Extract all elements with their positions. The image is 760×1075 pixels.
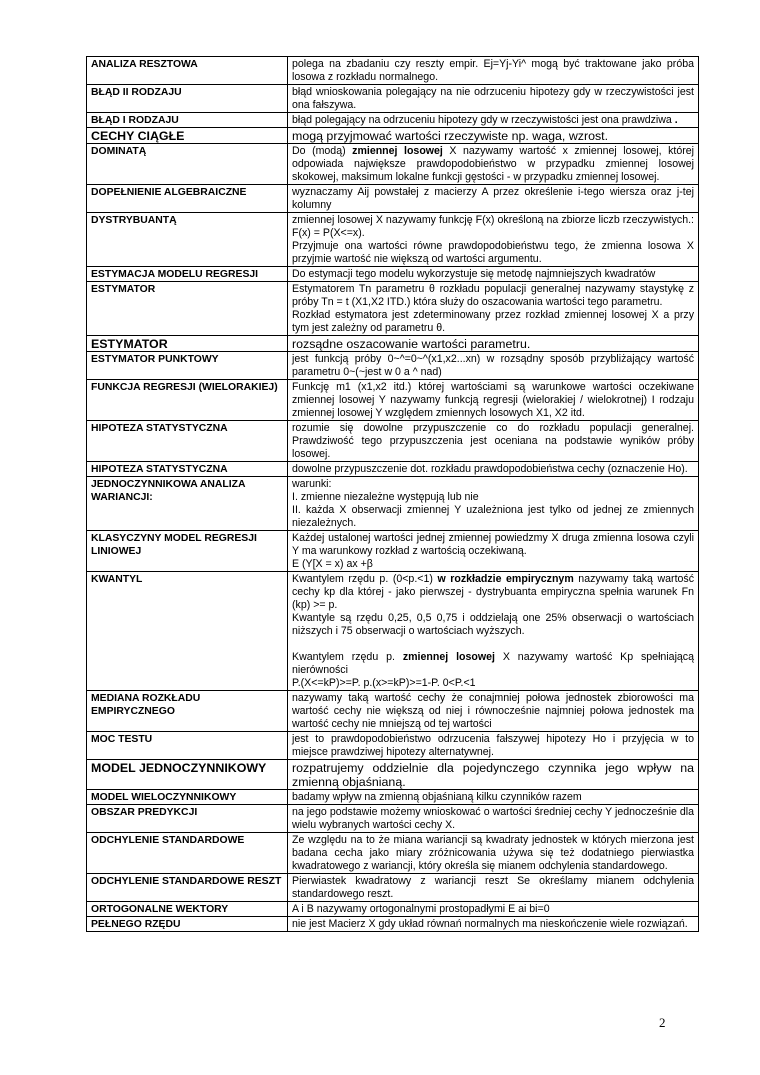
text-run: wyznaczamy Aij powstałej z macierzy A przez określenie i-tego wiersza oraz j-tej kolumny (292, 186, 694, 211)
text-run: P.(X<=kP)>=P. p.(x>=kP)>=1-P. 0<P.<1 (292, 677, 476, 689)
text-run: X nazywamy wartość x zmiennej losowej, której odpowiada największe prawdopodobieństwo w przypadku zmiennej losowej skokowej, maksimum lokalne funkcji gęstości - w przypadku zmiennej losowej. (292, 145, 695, 183)
text-run: rozpatrujemy oddzielnie dla pojedynczego czynnika jego wpływ na zmienną objaśnianą. (292, 761, 694, 789)
term-cell: BŁĄD I RODZAJU (87, 113, 288, 128)
term-cell: HIPOTEZA STATYSTYCZNA (87, 462, 288, 477)
text-run: badamy wpływ na zmienną objaśnianą kilku czynników razem (292, 791, 582, 803)
term-cell: HIPOTEZA STATYSTYCZNA (87, 421, 288, 462)
term-cell: MEDIANA ROZKŁADU EMPIRYCZNEGO (87, 691, 288, 732)
text-run: Do (modą) (292, 145, 353, 157)
table-row (87, 691, 699, 732)
table-row (87, 185, 699, 213)
definition-cell (288, 531, 699, 572)
definition-paragraph (292, 918, 694, 931)
text-run: II. każda X obserwacji zmiennej Y uzależniona jest tylko od jednej ze zmiennych niezależnych. (292, 504, 694, 529)
table-row (87, 833, 699, 874)
definition-paragraph (292, 422, 694, 461)
definition-paragraph (292, 806, 694, 832)
text-run: Przyjmuje ona wartości równe prawdopodobieństwu tego, że zmienna losowa X przyjmie wartość nie większą od wartości argumentu. (292, 240, 694, 265)
definition-cell (288, 477, 699, 531)
definition-paragraph (292, 186, 694, 212)
text-run: A i B nazywamy ortogonalnymi prostopadłymi E ai bi=0 (292, 903, 550, 915)
definition-cell (288, 917, 699, 932)
glossary-body (87, 57, 699, 932)
definition-paragraph (292, 337, 694, 351)
definition-paragraph (292, 677, 694, 690)
definition-cell (288, 128, 699, 144)
text-run: Kwantylem rzędu p. (0<p.<1) (292, 573, 438, 585)
table-row (87, 336, 699, 352)
definition-cell (288, 57, 699, 85)
term-cell: ESTYMACJA MODELU REGRESJI (87, 267, 288, 282)
text-run: Kwantylem rzędu p. (292, 651, 403, 663)
page-number: 2 (659, 1015, 666, 1030)
definition-paragraph (292, 573, 694, 612)
bold-text: w rozkładzie empirycznym (437, 573, 574, 585)
text-run: Kwantyle są rzędu 0,25, 0,5 0,75 i oddzielają one 25% obserwacji o wartościach niższych i 75 obserwacji o wartościach wyższych. (292, 612, 694, 637)
definition-cell (288, 790, 699, 805)
text-run: warunki: (292, 478, 332, 490)
text-run: zmiennej losowej X nazywamy funkcję F(x) określoną na zbiorze liczb rzeczywistych.: F(x) = P(X<=x). (292, 214, 694, 239)
text-run: rozumie się dowolne przypuszczenie co do rozkładu populacji generalnej. Prawdziwość tego przypuszczenia jest oceniana na podstawie wyników próby losowej. (292, 422, 694, 460)
text-run: I. zmienne niezależne występują lub nie (292, 491, 479, 503)
definition-cell (288, 572, 699, 691)
definition-paragraph (292, 58, 694, 84)
term-cell: FUNKCJA REGRESJI (WIELORAKIEJ) (87, 380, 288, 421)
table-row (87, 213, 699, 267)
text-run: dowolne przypuszczenie dot. rozkładu prawdopodobieństwa cechy (oznaczenie Ho). (292, 463, 688, 475)
glossary-table (86, 56, 699, 932)
table-row (87, 732, 699, 760)
definition-paragraph (292, 903, 694, 916)
definition-cell (288, 421, 699, 462)
text-run: polega na zbadaniu czy reszty empir. Ej=Yj-Yi^ mogą być traktowane jako próba losowa z rozkładu normalnego. (292, 58, 694, 83)
table-row (87, 917, 699, 932)
table-row (87, 113, 699, 128)
text-run: błąd wnioskowania polegający na nie odrzuceniu hipotezy gdy w rzeczywistości jest ona fałszywa. (292, 86, 694, 111)
table-row (87, 352, 699, 380)
text-run: X nazywamy wartość Kp spełniającą nierówności (292, 651, 694, 676)
definition-paragraph (292, 875, 694, 901)
text-run: jest funkcją próby 0~^=0~^(x1,x2...xn) w rozsądny sposób przybliżający wartość parametru 0~(~jest w 0 a ^ nad) (292, 353, 694, 378)
definition-cell (288, 144, 699, 185)
table-row (87, 462, 699, 477)
term-cell: MODEL JEDNOCZYNNIKOWY (87, 760, 288, 790)
definition-paragraph (292, 504, 694, 530)
definition-cell (288, 833, 699, 874)
definition-paragraph (292, 612, 694, 638)
definition-paragraph (292, 145, 694, 184)
definition-paragraph (292, 463, 694, 476)
definition-cell (288, 874, 699, 902)
definition-cell (288, 380, 699, 421)
definition-paragraph (292, 761, 694, 789)
term-cell: ESTYMATOR PUNKTOWY (87, 352, 288, 380)
term-cell: ESTYMATOR (87, 282, 288, 336)
term-cell: DOPEŁNIENIE ALGEBRAICZNE (87, 185, 288, 213)
definition-paragraph (292, 532, 694, 558)
definition-paragraph (292, 86, 694, 112)
text-run: Każdej ustalonej wartości jednej zmiennej powiedzmy X druga zmienna losowa czyli Y ma warunkowy rozkład z wartością oczekiwaną. (292, 532, 694, 557)
table-row (87, 760, 699, 790)
term-cell: DYSTRYBUANTĄ (87, 213, 288, 267)
term-cell: ORTOGONALNE WEKTORY (87, 902, 288, 917)
definition-cell (288, 691, 699, 732)
table-row (87, 282, 699, 336)
definition-paragraph (292, 733, 694, 759)
definition-paragraph (292, 558, 694, 571)
text-run: na jego podstawie możemy wnioskować o wartości średniej cechy Y jednocześnie dla wielu wybranych wartości cechy X. (292, 806, 694, 831)
definition-cell (288, 805, 699, 833)
definition-paragraph (292, 491, 694, 504)
definition-paragraph (292, 651, 694, 677)
text-run: błąd polegający na odrzuceniu hipotezy gdy w rzeczywistości jest ona prawdziwa (292, 114, 675, 126)
table-row (87, 477, 699, 531)
text-run: mogą przyjmować wartości rzeczywiste np. waga, wzrost. (292, 129, 609, 143)
definition-cell (288, 282, 699, 336)
bold-text: zmiennej losowej (402, 651, 495, 663)
table-row (87, 85, 699, 113)
term-cell: JEDNOCZYNNIKOWA ANALIZA WARIANCJI: (87, 477, 288, 531)
definition-paragraph (292, 283, 694, 309)
definition-paragraph (292, 240, 694, 266)
definition-paragraph (292, 478, 694, 491)
text-run: Rozkład estymatora jest zdeterminowany przez rozkład zmiennej losowej X a przy tym jest zależny od parametru θ. (292, 309, 694, 334)
term-cell: ESTYMATOR (87, 336, 288, 352)
term-cell: OBSZAR PREDYKCJI (87, 805, 288, 833)
term-cell: ODCHYLENIE STANDARDOWE (87, 833, 288, 874)
text-run: E (Y[X = x) ax +β (292, 558, 373, 570)
table-row (87, 421, 699, 462)
definition-paragraph (292, 353, 694, 379)
definition-cell (288, 760, 699, 790)
definition-cell (288, 732, 699, 760)
table-row (87, 57, 699, 85)
term-cell: MOC TESTU (87, 732, 288, 760)
definition-paragraph (292, 129, 694, 143)
table-row (87, 874, 699, 902)
table-row (87, 531, 699, 572)
text-run: Estymatorem Tn parametru θ rozkładu populacji generalnej nazywamy staystykę z próby Tn = t (X1,X2 ITD.) która służy do oszacowania wartości tego parametru. (292, 283, 694, 308)
definition-cell (288, 113, 699, 128)
term-cell: BŁĄD II RODZAJU (87, 85, 288, 113)
text-run: Ze względu na to że miana wariancji są kwadraty jednostek w których mierzona jest badana cecha jako miary zróżnicowania używa się też dodatniego pierwiastka kwadratowego z wariancji, który określa się mianem odchylenia standardowego. (292, 834, 694, 872)
definition-paragraph (292, 268, 694, 281)
term-cell: CECHY CIĄGŁE (87, 128, 288, 144)
term-cell: KLASYCZYNY MODEL REGRESJI LINIOWEJ (87, 531, 288, 572)
table-row (87, 144, 699, 185)
definition-cell (288, 336, 699, 352)
table-row (87, 805, 699, 833)
text-run: Do estymacji tego modelu wykorzystuje się metodę najmniejszych kwadratów (292, 268, 656, 280)
bold-text: zmiennej losowej (352, 145, 443, 157)
text-run: Funkcję m1 (x1,x2 itd.) której wartościami są warunkowe wartości oczekiwane zmiennej losowej Y nazywamy funkcją regresji (wielorakiej / wielokrotnej) I rodzaju zmiennej losowej Y względem zmiennych losowych X1, X2 itd. (292, 381, 694, 419)
blank-line (292, 638, 694, 651)
text-run: nazywamy taką wartość cechy że conajmniej połowa jednostek zbiorowości ma wartość cechy nie większą od niej i równocześnie najmniej połowa jednostek ma wartość cechy nie mniejszą od tej wartości (292, 692, 694, 730)
table-row (87, 902, 699, 917)
text-run: jest to prawdopodobieństwo odrzucenia fałszywej hipotezy Ho i przyjęcia w to miejsce prawdziwej hipotezy alternatywnej. (292, 733, 694, 758)
term-cell: DOMINATĄ (87, 144, 288, 185)
definition-paragraph (292, 692, 694, 731)
definition-cell (288, 85, 699, 113)
term-cell: PEŁNEGO RZĘDU (87, 917, 288, 932)
definition-paragraph (292, 381, 694, 420)
definition-cell (288, 902, 699, 917)
table-row (87, 128, 699, 144)
text-run: nie jest Macierz X gdy układ równań normalnych ma nieskończenie wiele rozwiązań. (292, 918, 688, 930)
term-cell: ODCHYLENIE STANDARDOWE RESZT (87, 874, 288, 902)
definition-paragraph (292, 834, 694, 873)
term-cell: ANALIZA RESZTOWA (87, 57, 288, 85)
definition-paragraph (292, 309, 694, 335)
definition-cell (288, 462, 699, 477)
table-row (87, 380, 699, 421)
term-cell: MODEL WIELOCZYNNIKOWY (87, 790, 288, 805)
definition-paragraph (292, 791, 694, 804)
definition-cell (288, 267, 699, 282)
text-run: Pierwiastek kwadratowy z wariancji reszt Se określamy mianem odchylenia standardowego reszt. (292, 875, 694, 900)
term-cell: KWANTYL (87, 572, 288, 691)
definition-cell (288, 352, 699, 380)
table-row (87, 267, 699, 282)
definition-cell (288, 185, 699, 213)
table-row (87, 572, 699, 691)
definition-paragraph (292, 214, 694, 240)
bold-text: . (674, 114, 678, 126)
text-run: nazywamy taką wartość cechy kp dla której - jako pierwszej - dystrybuanta empiryczna spełnia warunek Fn (kp) >= p. (292, 573, 694, 611)
table-row (87, 790, 699, 805)
text-run: rozsądne oszacowanie wartości parametru. (292, 337, 531, 351)
definition-paragraph (292, 114, 694, 127)
definition-cell (288, 213, 699, 267)
